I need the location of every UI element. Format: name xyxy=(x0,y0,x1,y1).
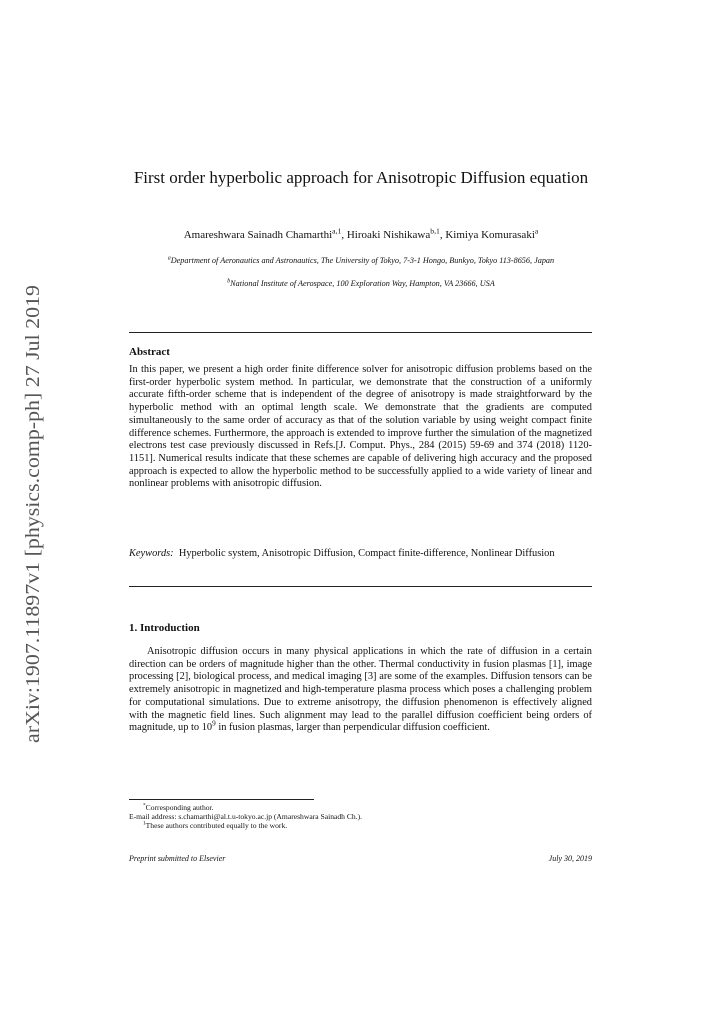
arxiv-side-stamp xyxy=(8,283,48,743)
intro-exponent: 9 xyxy=(212,719,216,728)
footnote-email: E-mail address: s.chamarthi@al.t.u-tokyo.ac.jp (Amareshwara Sainadh Ch.). xyxy=(129,812,363,821)
author-affil-mark: a,1 xyxy=(332,226,342,236)
footnote-equal-contribution xyxy=(143,821,287,830)
affiliation-b xyxy=(126,279,596,289)
author-name: Hiroaki Nishikawa xyxy=(346,229,431,241)
author-name: Kimiya Komurasaki xyxy=(445,229,535,241)
footnote-mark: * xyxy=(143,802,146,809)
affiliation-mark: b xyxy=(227,278,231,285)
arxiv-stamp-text: arXiv:1907.11897v1 [physics.comp-ph] 27 Jul 2019 xyxy=(22,314,44,743)
footnote-mark: 1 xyxy=(143,820,146,827)
keywords xyxy=(129,548,592,561)
footnote-text: Corresponding author. xyxy=(145,803,214,812)
affiliation-a xyxy=(126,256,596,266)
author-affil-mark: a xyxy=(534,226,539,236)
abstract-top-rule xyxy=(129,332,592,333)
introduction-paragraph xyxy=(129,646,592,735)
paper-title: First order hyperbolic approach for Anisotropic Diffusion equation xyxy=(133,168,589,187)
affiliation-text: Department of Aeronautics and Astronautics, The University of Tokyo, 7-3-1 Hongo, Bunkyo, Tokyo 113-8656, Japan xyxy=(170,256,555,265)
author-list xyxy=(130,226,592,241)
footnote-rule xyxy=(129,799,314,800)
abstract-body: In this paper, we present a high order finite difference solver for anisotropic diffusion problems based on the first-order hyperbolic system method. In particular, we demonstrate that the construction of a uniformly accurate fifth-order scheme that is independent of the degree of anisotropy is made straightforward by the hyperbolic method with an optimal length scale. We demonstrate that the gradients are computed simultaneously to the same order of accuracy as that of the solution variable by using weight compact finite difference schemes. Furthermore, the approach is extended to improve further the simulation of the magnetized electrons test case previously discussed in Refs.[J. Comput. Phys., 284 (2015) 59-69 and 374 (2018) 1120-1151]. Numerical results indicate that these schemes are capable of delivering high accuracy and the proposed approach is expected to allow the hyperbolic method to be successfully applied to a wide variety of linear and nonlinear problems with anisotropic diffusion. xyxy=(129,364,592,490)
footnote-corresponding xyxy=(143,803,214,812)
author-name: Amareshwara Sainadh Chamarthi xyxy=(183,229,333,241)
author-separator: , xyxy=(341,229,347,241)
author-affil-mark: b,1 xyxy=(430,226,440,236)
author-separator: , xyxy=(439,229,446,241)
footer-preprint-note: Preprint submitted to Elsevier xyxy=(129,854,226,863)
affiliation-text: National Institute of Aerospace, 100 Exploration Way, Hampton, VA 23666, USA xyxy=(230,279,495,288)
abstract-bottom-rule xyxy=(129,586,592,587)
affiliation-mark: a xyxy=(167,255,171,262)
intro-text: Anisotropic diffusion occurs in many physical applications in which the rate of diffusion in a certain direction can be orders of magnitude higher than the other. Thermal conductivity in fusion plasmas [1], image processing [2], biological process, and medical imaging [3] are some of the examples. Diffusion tensors can be extremely anisotropic in magnetized and high-temperature plasma process which poses a challenging problem for computational simulations. Due to extreme anisotropy, the diffusion phenomenon is effectively aligned with the magnetic field lines. Such alignment may lead to the parallel diffusion coefficient being orders of magnitude, up to 10 xyxy=(129,646,592,734)
abstract-heading: Abstract xyxy=(129,346,170,358)
footnote-text: These authors contributed equally to the work. xyxy=(145,821,288,830)
keywords-label: Keywords: xyxy=(129,548,174,559)
section-heading-introduction: 1. Introduction xyxy=(129,622,200,634)
footer-date: July 30, 2019 xyxy=(548,854,592,863)
intro-text-continued: in fusion plasmas, larger than perpendicular diffusion coefficient. xyxy=(215,722,490,734)
keywords-text: Hyperbolic system, Anisotropic Diffusion, Compact finite-difference, Nonlinear Diffusion xyxy=(178,548,555,559)
